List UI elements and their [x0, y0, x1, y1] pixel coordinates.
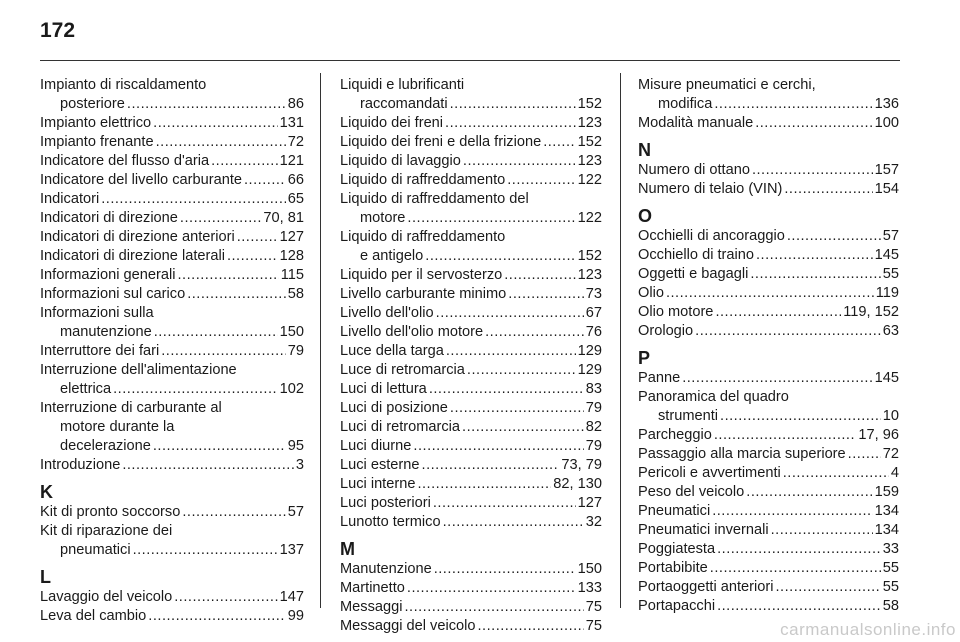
- index-entry-term: Numero di ottano: [638, 162, 750, 178]
- index-entry: [340, 323, 602, 342]
- index-entry-term: Introduzione: [40, 457, 121, 473]
- index-entry-page[interactable]: 152: [577, 248, 602, 264]
- dot-leader: [156, 133, 286, 152]
- index-entry: [40, 588, 304, 607]
- index-entry-page[interactable]: 129: [577, 362, 602, 378]
- index-entry-page[interactable]: 33: [882, 541, 899, 557]
- index-entry-term: Luci di lettura: [340, 381, 427, 397]
- index-entry-page[interactable]: 136: [874, 96, 899, 112]
- index-entry-term: Occhielli di ancoraggio: [638, 228, 785, 244]
- dot-leader: [462, 418, 584, 437]
- dot-leader: [153, 437, 286, 456]
- index-entry-term: Modalità manuale: [638, 115, 754, 131]
- index-entry-page[interactable]: 95: [287, 438, 304, 454]
- index-entry: [638, 426, 899, 445]
- index-entry-page[interactable]: 99: [287, 608, 304, 624]
- dot-leader: [161, 342, 286, 361]
- dot-leader: [710, 559, 881, 578]
- index-entry-term: Indicatore del flusso d'aria: [40, 153, 210, 169]
- index-entry: [638, 502, 899, 521]
- index-entry: [340, 114, 602, 133]
- dot-leader: [752, 161, 873, 180]
- index-entry-term: Indicatori: [40, 191, 100, 207]
- dot-leader: [504, 266, 575, 285]
- index-entry-page[interactable]: 55: [882, 579, 899, 595]
- index-entry-page[interactable]: 137: [279, 542, 304, 558]
- dot-leader: [148, 607, 285, 626]
- dot-leader: [404, 598, 583, 617]
- index-entry-page[interactable]: 133: [577, 580, 602, 596]
- index-entry-term: Passaggio alla marcia superiore: [638, 446, 846, 462]
- index-entry-term: Olio: [638, 285, 664, 301]
- index-entry-page[interactable]: 123: [577, 115, 602, 131]
- index-entry-term: elettrica: [60, 381, 112, 397]
- index-entry-page[interactable]: 4: [890, 465, 899, 481]
- index-entry-page[interactable]: 82, 130: [553, 476, 602, 492]
- dot-leader: [771, 521, 873, 540]
- dot-leader: [446, 342, 576, 361]
- index-entry-term: motore: [360, 210, 406, 226]
- dot-leader: [714, 95, 872, 114]
- index-entry-page[interactable]: 100: [874, 115, 899, 131]
- index-entry-page[interactable]: 70, 81: [263, 210, 304, 226]
- index-entry-term: Peso del veicolo: [638, 484, 745, 500]
- dot-leader: [153, 114, 278, 133]
- dot-leader: [783, 464, 889, 483]
- index-entry-term: Messaggi del veicolo: [340, 618, 476, 634]
- index-letter-heading: P: [638, 348, 651, 368]
- index-entry: [638, 445, 899, 464]
- index-entry: [340, 228, 602, 266]
- dot-leader: [746, 483, 872, 502]
- index-entry-term: raccomandati: [360, 96, 448, 112]
- index-entry-term: e antigelo: [360, 248, 424, 264]
- index-entry-term: Leva del cambio: [40, 608, 147, 624]
- dot-leader: [422, 456, 560, 475]
- index-entry-term: Indicatori di direzione: [40, 210, 178, 226]
- dot-leader: [666, 284, 874, 303]
- index-entry-term: Portabibite: [638, 560, 708, 576]
- index-entry: [40, 361, 304, 399]
- index-entry-page[interactable]: 32: [585, 514, 602, 530]
- index-entry-page[interactable]: 72: [287, 134, 304, 150]
- index-entry-term: motore durante la: [60, 419, 175, 435]
- index-entry-term: Pericoli e avvertimenti: [638, 465, 781, 481]
- dot-leader: [543, 133, 575, 152]
- index-entry: [340, 399, 602, 418]
- index-entry-term: Messaggi: [340, 599, 403, 615]
- index-entry-term: Informazioni sulla: [40, 305, 154, 321]
- index-entry: [638, 246, 899, 265]
- dot-leader: [211, 152, 278, 171]
- index-entry: [40, 342, 304, 361]
- index-entry-page[interactable]: 154: [874, 181, 899, 197]
- index-entry-term: Indicatore del livello carburante: [40, 172, 242, 188]
- index-entry-page[interactable]: 127: [577, 495, 602, 511]
- index-entry: [340, 171, 602, 190]
- index-entry-term: Manutenzione: [340, 561, 432, 577]
- dot-leader: [485, 323, 584, 342]
- index-entry-page[interactable]: 121: [279, 153, 304, 169]
- index-entry-term: Oggetti e bagagli: [638, 266, 749, 282]
- dot-leader: [187, 285, 286, 304]
- index-entry-page[interactable]: 129: [577, 343, 602, 359]
- index-entry: [40, 503, 304, 522]
- index-entry-term: posteriore: [60, 96, 125, 112]
- dot-leader: [508, 285, 583, 304]
- index-entry-page[interactable]: 128: [279, 248, 304, 264]
- index-entry-page[interactable]: 123: [577, 153, 602, 169]
- dot-leader: [784, 180, 872, 199]
- index-entry: [638, 388, 899, 426]
- index-entry: [40, 304, 304, 342]
- index-entry-term: Impianto di riscaldamento: [40, 77, 207, 93]
- index-entry: [340, 579, 602, 598]
- index-entry: [340, 475, 602, 494]
- index-entry-term: Orologio: [638, 323, 694, 339]
- index-entry-term: Martinetto: [340, 580, 405, 596]
- index-entry-page[interactable]: 3: [295, 457, 304, 473]
- index-entry: [638, 521, 899, 540]
- index-entry: [638, 180, 899, 199]
- column-divider: [320, 73, 321, 608]
- dot-leader: [848, 445, 881, 464]
- dot-leader: [477, 617, 583, 636]
- index-entry: [340, 456, 602, 475]
- watermark: carmanualsonline.info: [780, 620, 956, 639]
- index-entry-term: Panoramica del quadro: [638, 389, 789, 405]
- dot-leader: [122, 456, 294, 475]
- index-entry-term: Luci interne: [340, 476, 416, 492]
- index-entry-term: Informazioni sul carico: [40, 286, 186, 302]
- index-entry: [340, 304, 602, 323]
- index-entry-term: Liquido di raffreddamento: [340, 172, 506, 188]
- index-entry-term: Pneumatici invernali: [638, 522, 769, 538]
- index-entry-page[interactable]: 82: [585, 419, 602, 435]
- index-letter-heading: M: [340, 539, 355, 559]
- index-entry: [638, 464, 899, 483]
- index-entry: [638, 76, 899, 114]
- dot-leader: [712, 502, 872, 521]
- index-entry: [340, 418, 602, 437]
- index-entry-page[interactable]: 76: [585, 324, 602, 340]
- dot-leader: [443, 513, 584, 532]
- index-entry-term: Liquido di lavaggio: [340, 153, 461, 169]
- index-entry-page[interactable]: 150: [279, 324, 304, 340]
- index-entry-page[interactable]: 10: [882, 408, 899, 424]
- dot-leader: [775, 578, 880, 597]
- index-entry-page[interactable]: 147: [279, 589, 304, 605]
- index-entry-term: Numero di telaio (VIN): [638, 181, 783, 197]
- index-column-1: [40, 76, 304, 626]
- index-entry: [40, 171, 304, 190]
- index-entry-page[interactable]: 75: [585, 599, 602, 615]
- index-entry-page[interactable]: 86: [287, 96, 304, 112]
- index-entry-term: Indicatori di direzione laterali: [40, 248, 225, 264]
- index-entry-term: Impianto elettrico: [40, 115, 152, 131]
- dot-leader: [237, 228, 278, 247]
- index-entry-term: Livello carburante minimo: [340, 286, 507, 302]
- index-column-2: [340, 76, 602, 636]
- index-entry-page[interactable]: 57: [882, 228, 899, 244]
- index-entry-term: pneumatici: [60, 542, 131, 558]
- index-entry-page[interactable]: 79: [585, 438, 602, 454]
- index-entry-page[interactable]: 134: [874, 503, 899, 519]
- index-entry-page[interactable]: 122: [577, 172, 602, 188]
- index-entry-page[interactable]: 115: [280, 267, 304, 283]
- index-entry: [40, 247, 304, 266]
- index-entry-page[interactable]: 150: [577, 561, 602, 577]
- index-entry: [638, 322, 899, 341]
- dot-leader: [244, 171, 286, 190]
- index-entry-term: Luce della targa: [340, 343, 444, 359]
- index-entry: [40, 228, 304, 247]
- index-entry: [638, 483, 899, 502]
- index-entry-term: Informazioni generali: [40, 267, 176, 283]
- column-divider: [620, 73, 621, 608]
- index-entry: [638, 284, 899, 303]
- index-entry-page[interactable]: 122: [577, 210, 602, 226]
- index-entry-term: Olio motore: [638, 304, 714, 320]
- index-entry: [340, 361, 602, 380]
- index-entry-term: Luce di retromarcia: [340, 362, 465, 378]
- index-entry: [340, 342, 602, 361]
- dot-leader: [507, 171, 575, 190]
- index-entry: [638, 597, 899, 616]
- index-entry: [638, 227, 899, 246]
- index-entry: [638, 303, 899, 322]
- index-entry-term: Liquido per il servosterzo: [340, 267, 503, 283]
- page-number: 172: [40, 19, 76, 42]
- dot-leader: [717, 540, 881, 559]
- dot-leader: [682, 369, 872, 388]
- index-entry: [340, 513, 602, 532]
- index-entry-page[interactable]: 145: [874, 247, 899, 263]
- index-entry: [340, 560, 602, 579]
- dot-leader: [750, 265, 880, 284]
- index-entry-term: Liquidi e lubrificanti: [340, 77, 465, 93]
- index-entry: [40, 152, 304, 171]
- index-entry-term: Luci esterne: [340, 457, 420, 473]
- index-entry-page[interactable]: 152: [577, 96, 602, 112]
- index-entry: [340, 494, 602, 513]
- index-entry-term: modifica: [658, 96, 713, 112]
- index-entry-term: Interruzione di carburante al: [40, 400, 222, 416]
- dot-leader: [174, 588, 277, 607]
- index-entry-term: Liquido di raffreddamento del: [340, 191, 529, 207]
- dot-leader: [425, 247, 575, 266]
- index-entry-page[interactable]: 145: [874, 370, 899, 386]
- index-entry-page[interactable]: 57: [287, 504, 304, 520]
- dot-leader: [407, 579, 576, 598]
- index-entry: [638, 265, 899, 284]
- index-entry-term: Portapacchi: [638, 598, 716, 614]
- index-entry: [340, 152, 602, 171]
- dot-leader: [720, 407, 881, 426]
- index-entry-term: strumenti: [658, 408, 719, 424]
- dot-leader: [756, 246, 873, 265]
- index-entry: [340, 380, 602, 399]
- index-entry-term: Liquido dei freni e della frizione: [340, 134, 542, 150]
- index-entry: [638, 114, 899, 133]
- dot-leader: [407, 209, 575, 228]
- index-letter-heading: N: [638, 140, 651, 160]
- index-entry-page[interactable]: 159: [874, 484, 899, 500]
- index-entry-term: Luci di posizione: [340, 400, 448, 416]
- dot-leader: [182, 503, 285, 522]
- index-entry-term: Portaoggetti anteriori: [638, 579, 774, 595]
- index-entry-term: Liquido di raffreddamento: [340, 229, 506, 245]
- index-entry-page[interactable]: 83: [585, 381, 602, 397]
- index-letter-heading: K: [40, 482, 53, 502]
- index-entry-term: Kit di riparazione dei: [40, 523, 173, 539]
- index-entry-term: Impianto frenante: [40, 134, 154, 150]
- index-entry-page[interactable]: 55: [882, 560, 899, 576]
- index-entry: [340, 285, 602, 304]
- dot-leader: [434, 560, 576, 579]
- index-entry-term: decelerazione: [60, 438, 151, 454]
- index-letter-heading: L: [40, 567, 51, 587]
- index-entry-term: Luci di retromarcia: [340, 419, 461, 435]
- index-entry-term: Poggiatesta: [638, 541, 716, 557]
- index-entry: [340, 617, 602, 636]
- index-entry-page[interactable]: 58: [287, 286, 304, 302]
- header-rule: [40, 60, 900, 61]
- index-entry: [340, 266, 602, 285]
- index-entry-term: Interruzione dell'alimentazione: [40, 362, 237, 378]
- index-entry-term: Pneumatici: [638, 503, 711, 519]
- index-entry-term: Luci posteriori: [340, 495, 431, 511]
- index-entry: [40, 285, 304, 304]
- index-entry: [638, 559, 899, 578]
- index-entry: [40, 399, 304, 456]
- index-entry-term: Liquido dei freni: [340, 115, 444, 131]
- dot-leader: [154, 323, 278, 342]
- index-entry-term: Indicatori di direzione anteriori: [40, 229, 235, 245]
- index-entry-term: Kit di pronto soccorso: [40, 504, 181, 520]
- dot-leader: [787, 227, 881, 246]
- index-entry-page[interactable]: 63: [882, 323, 899, 339]
- index-entry-term: Interruttore dei fari: [40, 343, 160, 359]
- index-entry-page[interactable]: 131: [279, 115, 304, 131]
- index-entry-term: Parcheggio: [638, 427, 712, 443]
- index-column-3: [638, 76, 899, 616]
- dot-leader: [113, 380, 278, 399]
- index-entry-page[interactable]: 102: [279, 381, 304, 397]
- index-entry-page[interactable]: 73, 79: [561, 457, 602, 473]
- dot-leader: [227, 247, 278, 266]
- dot-leader: [417, 475, 551, 494]
- index-entry-page[interactable]: 55: [882, 266, 899, 282]
- dot-leader: [429, 380, 584, 399]
- index-entry-page[interactable]: 119, 152: [843, 304, 899, 320]
- index-entry-term: Livello dell'olio: [340, 305, 434, 321]
- index-entry-page[interactable]: 66: [287, 172, 304, 188]
- index-entry-term: Lunotto termico: [340, 514, 441, 530]
- dot-leader: [467, 361, 576, 380]
- index-entry-page[interactable]: 79: [585, 400, 602, 416]
- index-entry-page[interactable]: 152: [577, 134, 602, 150]
- index-entry-term: Lavaggio del veicolo: [40, 589, 173, 605]
- index-entry: [40, 209, 304, 228]
- dot-leader: [436, 304, 584, 323]
- index-entry-page[interactable]: 157: [874, 162, 899, 178]
- dot-leader: [180, 209, 262, 228]
- dot-leader: [177, 266, 278, 285]
- dot-leader: [133, 541, 278, 560]
- dot-leader: [127, 95, 286, 114]
- dot-leader: [714, 426, 857, 445]
- index-entry: [40, 133, 304, 152]
- dot-leader: [755, 114, 872, 133]
- index-entry: [40, 190, 304, 209]
- index-entry-term: Occhiello di traino: [638, 247, 754, 263]
- index-entry-page[interactable]: 17, 96: [858, 427, 899, 443]
- index-entry-page[interactable]: 65: [287, 191, 304, 207]
- index-entry: [340, 133, 602, 152]
- index-entry: [340, 76, 602, 114]
- dot-leader: [433, 494, 576, 513]
- index-entry-page[interactable]: 127: [279, 229, 304, 245]
- index-entry: [638, 161, 899, 180]
- index-entry-term: Livello dell'olio motore: [340, 324, 484, 340]
- dot-leader: [445, 114, 576, 133]
- index-entry-page[interactable]: 79: [287, 343, 304, 359]
- dot-leader: [101, 190, 286, 209]
- index-entry: [340, 598, 602, 617]
- dot-leader: [450, 95, 576, 114]
- index-entry: [40, 522, 304, 560]
- index-entry-page[interactable]: 72: [882, 446, 899, 462]
- index-entry: [638, 540, 899, 559]
- dot-leader: [715, 303, 841, 322]
- dot-leader: [695, 322, 881, 341]
- index-entry-term: Misure pneumatici e cerchi,: [638, 77, 816, 93]
- index-entry-page[interactable]: 75: [585, 618, 602, 634]
- index-entry-term: Luci diurne: [340, 438, 412, 454]
- index-entry-page[interactable]: 67: [585, 305, 602, 321]
- dot-leader: [450, 399, 584, 418]
- index-entry-page[interactable]: 134: [874, 522, 899, 538]
- index-entry: [40, 456, 304, 475]
- dot-leader: [413, 437, 583, 456]
- index-entry: [40, 114, 304, 133]
- dot-leader: [463, 152, 576, 171]
- index-entry-page[interactable]: 123: [577, 267, 602, 283]
- index-entry: [340, 437, 602, 456]
- index-entry-term: Panne: [638, 370, 681, 386]
- index-entry: [40, 76, 304, 114]
- index-entry: [340, 190, 602, 228]
- index-entry-page[interactable]: 58: [882, 598, 899, 614]
- index-entry: [638, 578, 899, 597]
- index-letter-heading: O: [638, 206, 653, 226]
- index-entry-term: manutenzione: [60, 324, 152, 340]
- index-entry: [40, 266, 304, 285]
- index-entry-page[interactable]: 73: [585, 286, 602, 302]
- index-entry: [40, 607, 304, 626]
- index-entry: [638, 369, 899, 388]
- dot-leader: [717, 597, 881, 616]
- index-entry-page[interactable]: 119: [875, 285, 899, 301]
